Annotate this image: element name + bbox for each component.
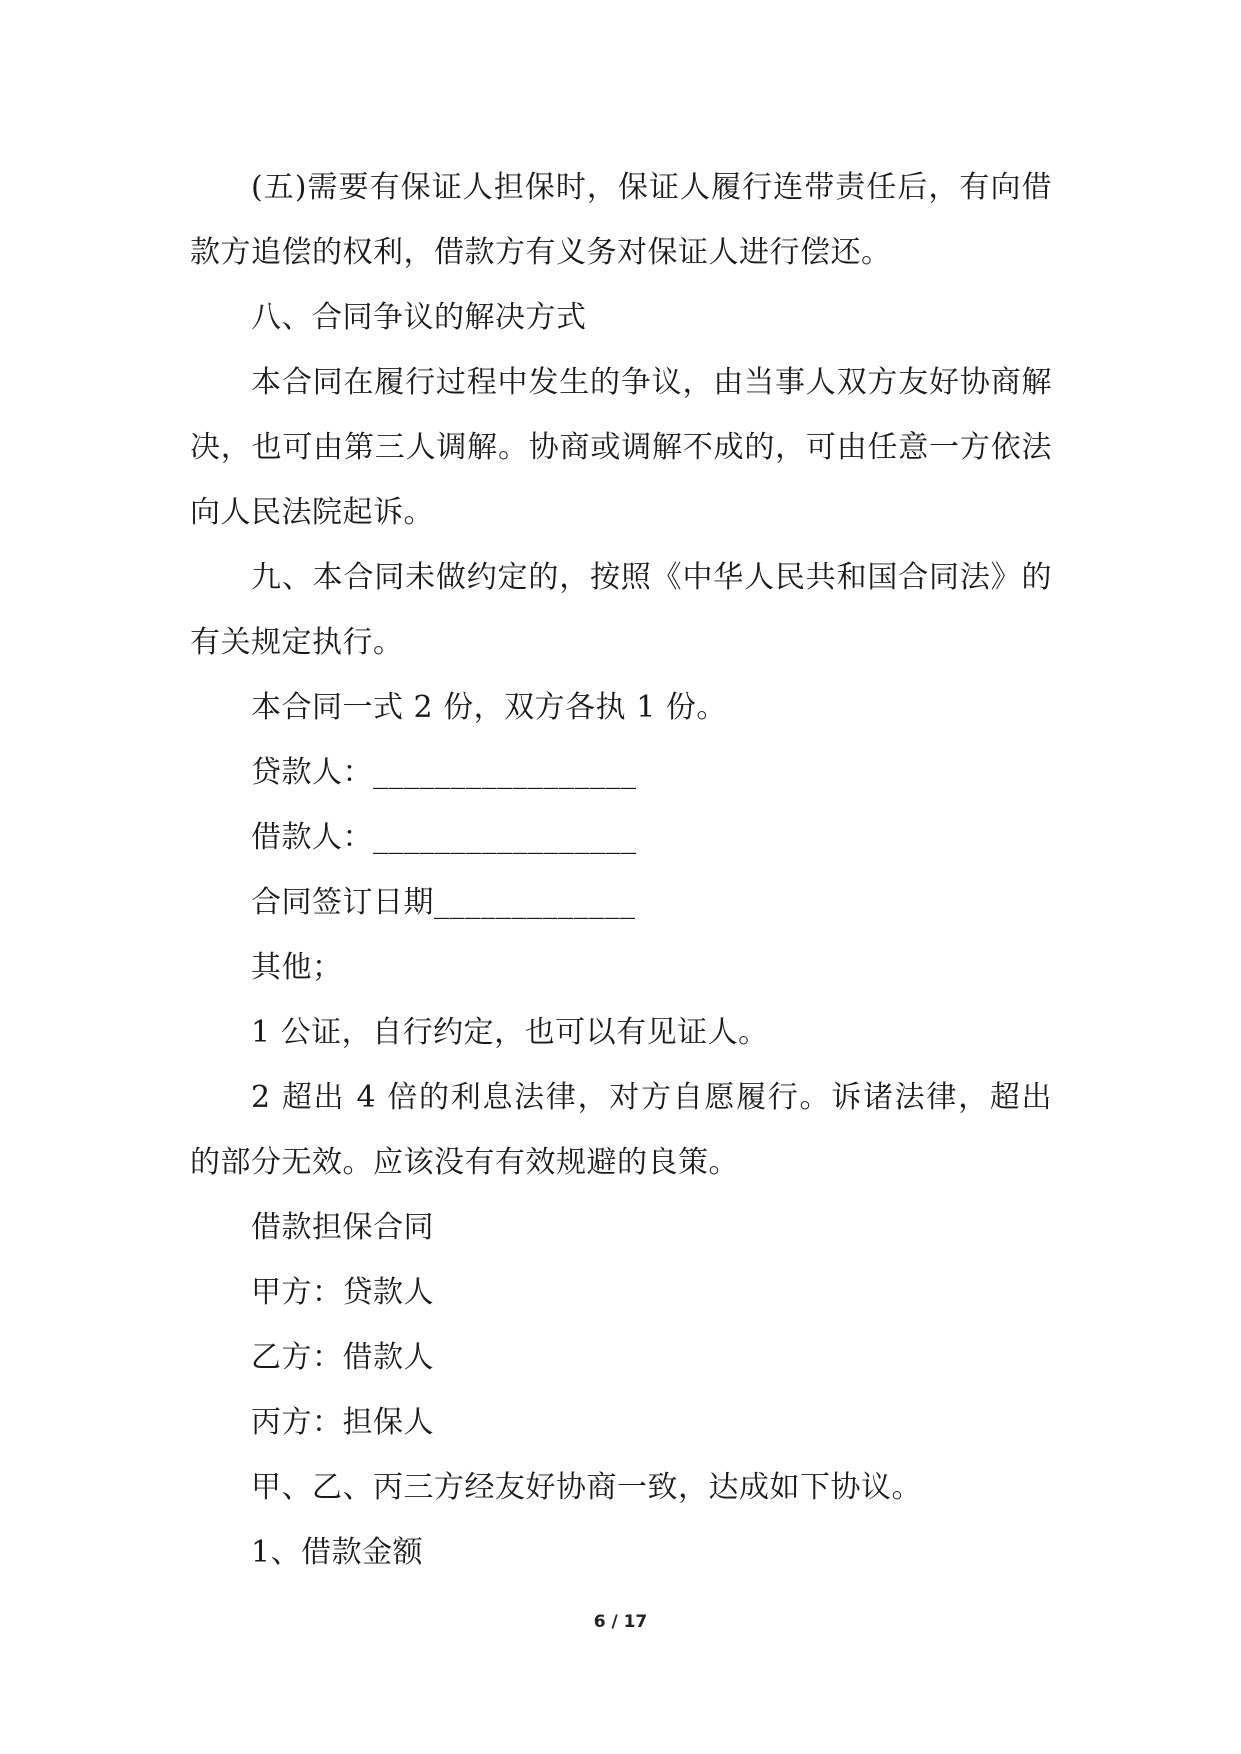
borrower-signature-line: 借款人：_________________ — [251, 820, 637, 855]
clause-loan-amount: 1、借款金额 — [251, 1535, 424, 1570]
party-a-line: 甲方：贷款人 — [251, 1275, 434, 1310]
other-heading: 其他； — [251, 950, 343, 985]
document-body — [190, 155, 1052, 1585]
paragraph-guarantor-recourse: (五)需要有保证人担保时，保证人履行连带责任后，有向借款方追偿的权利，借款方有义务对保证人进行偿还。 — [190, 170, 1052, 270]
paragraph-copies: 本合同一式 2 份，双方各执 1 份。 — [251, 690, 727, 725]
lender-signature-line: 贷款人：_________________ — [251, 755, 637, 790]
paragraph-dispute-resolution: 本合同在履行过程中发生的争议，由当事人双方友好协商解决，也可由第三人调解。协商或调解不成的，可由任意一方依法向人民法院起诉。 — [190, 365, 1052, 530]
agreement-intro: 甲、乙、丙三方经友好协商一致，达成如下协议。 — [251, 1470, 922, 1505]
paragraph-contract-law-reference: 九、本合同未做约定的，按照《中华人民共和国合同法》的有关规定执行。 — [190, 560, 1052, 660]
page-number: 6 / 17 — [593, 1612, 648, 1632]
guarantee-contract-title: 借款担保合同 — [251, 1210, 434, 1245]
note-interest-limit: 2 超出 4 倍的利息法律，对方自愿履行。诉诸法律，超出的部分无效。应该没有有效规避的良策。 — [190, 1080, 1052, 1180]
party-c-line: 丙方：担保人 — [251, 1405, 434, 1440]
signing-date-line: 合同签订日期_____________ — [251, 885, 636, 920]
section-heading-dispute-resolution: 八、合同争议的解决方式 — [251, 300, 587, 335]
party-b-line: 乙方：借款人 — [251, 1340, 434, 1375]
note-notarization: 1 公证，自行约定，也可以有见证人。 — [251, 1015, 769, 1050]
